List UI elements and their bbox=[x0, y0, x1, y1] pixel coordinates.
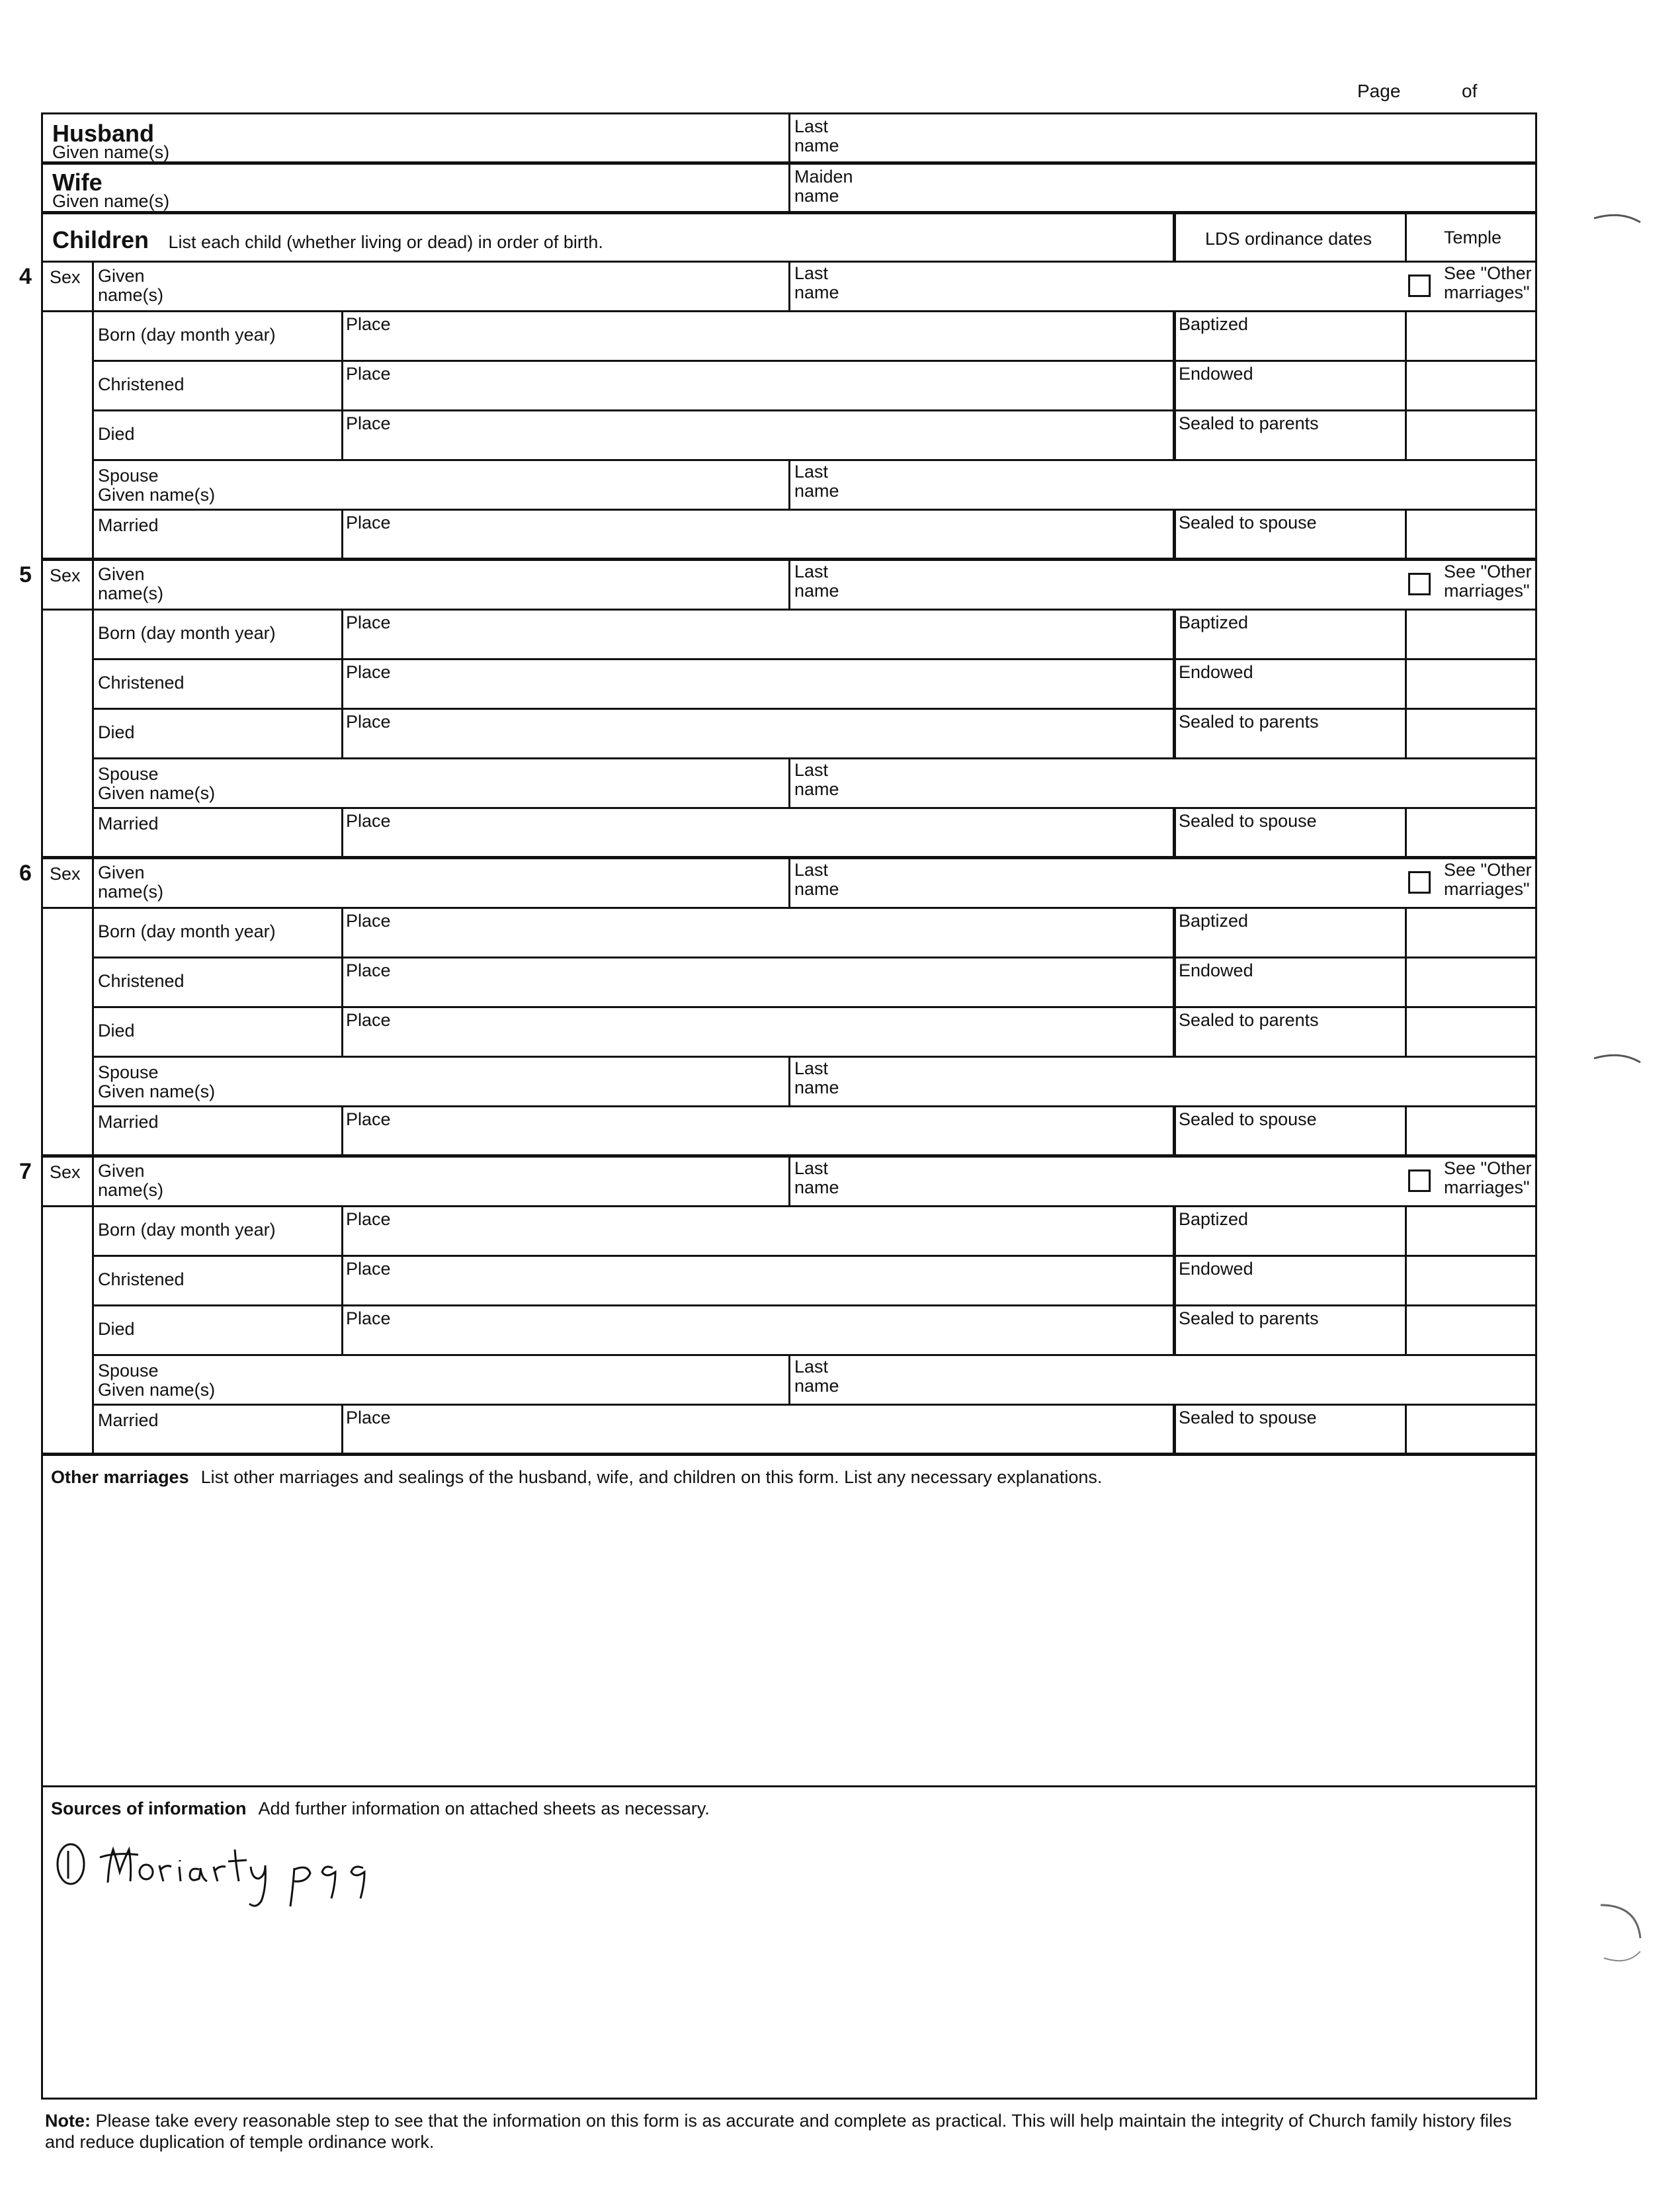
spouse-label-2: Given name(s) bbox=[98, 1380, 216, 1400]
child-sealed-to-parents-date-field[interactable] bbox=[1173, 411, 1405, 459]
sealed-to-spouse-label: Sealed to spouse bbox=[1179, 1109, 1317, 1129]
child-sex-column bbox=[43, 263, 94, 558]
children-heading bbox=[52, 228, 603, 253]
child-spouse-last-field[interactable] bbox=[788, 1356, 1535, 1404]
spouse-label-2: Given name(s) bbox=[98, 783, 216, 803]
child-sealed-to-parents-date-field[interactable] bbox=[1173, 710, 1405, 757]
place-label: Place bbox=[346, 811, 391, 831]
child-spouse-given-field[interactable] bbox=[94, 759, 788, 807]
place-label: Place bbox=[346, 413, 391, 433]
temple-header bbox=[1405, 214, 1535, 261]
child-block bbox=[19, 1158, 1535, 1456]
baptized-label: Baptized bbox=[1179, 1209, 1249, 1229]
lds-ordinance-label: LDS ordinance dates bbox=[1205, 229, 1372, 249]
child-baptized-temple-field[interactable] bbox=[1405, 1207, 1535, 1255]
child-number: 5 bbox=[19, 562, 32, 587]
child-endowed-date-field[interactable] bbox=[1173, 660, 1405, 708]
child-sex-field[interactable] bbox=[43, 859, 92, 909]
child-spouse-last-field[interactable] bbox=[788, 1058, 1535, 1105]
temple-label: Temple bbox=[1444, 228, 1502, 247]
child-spouse-row bbox=[94, 1058, 1535, 1107]
child-born-place-field[interactable] bbox=[341, 312, 1173, 360]
child-christened-date-field[interactable] bbox=[94, 362, 341, 409]
children-instruction: List each child (whether living or dead) in order of birth. bbox=[168, 232, 603, 252]
child-married-place-field[interactable] bbox=[341, 1107, 1173, 1154]
child-sealed-to-spouse-temple-field[interactable] bbox=[1405, 511, 1535, 558]
child-sealed-to-spouse-date-field[interactable] bbox=[1173, 1406, 1405, 1453]
wife-given-label: Given name(s) bbox=[52, 191, 170, 211]
sources-instruction: Add further information on attached sheets as necessary. bbox=[258, 1799, 710, 1818]
child-born-row bbox=[94, 312, 1535, 362]
see-other-label-1: See "Other bbox=[1444, 263, 1532, 283]
given-label-1: Given bbox=[98, 863, 145, 882]
other-marriages-title bbox=[51, 1467, 1102, 1488]
child-sealed-to-parents-temple-field[interactable] bbox=[1405, 710, 1535, 757]
child-born-row bbox=[94, 611, 1535, 660]
child-died-date-field[interactable] bbox=[94, 411, 341, 459]
child-given-name-field[interactable] bbox=[94, 263, 788, 310]
handwritten-source-entry bbox=[48, 1835, 419, 1914]
child-married-date-field[interactable] bbox=[94, 1107, 341, 1154]
married-label: Married bbox=[98, 515, 159, 535]
other-marriages-heading: Other marriages bbox=[51, 1467, 189, 1487]
child-sealed-to-parents-date-field[interactable] bbox=[1173, 1008, 1405, 1056]
child-block bbox=[19, 263, 1535, 561]
christened-label: Christened bbox=[98, 374, 185, 394]
born-label: Born (day month year) bbox=[98, 623, 276, 643]
child-sealed-to-spouse-temple-field[interactable] bbox=[1405, 1107, 1535, 1154]
wife-heading: Wife bbox=[52, 169, 103, 196]
child-born-date-field[interactable] bbox=[94, 1207, 341, 1255]
child-died-place-field[interactable] bbox=[341, 1008, 1173, 1056]
born-label: Born (day month year) bbox=[98, 325, 276, 345]
sealed-to-parents-label: Sealed to parents bbox=[1179, 413, 1319, 433]
spouse-last-label-1: Last bbox=[794, 760, 829, 780]
see-other-label-1: See "Other bbox=[1444, 860, 1532, 880]
last-label-2: name bbox=[794, 282, 839, 302]
child-sealed-to-parents-temple-field[interactable] bbox=[1405, 1008, 1535, 1056]
form-note bbox=[45, 2110, 1513, 2152]
child-christened-row bbox=[94, 958, 1535, 1008]
last-label-2: name bbox=[794, 879, 839, 899]
child-number: 7 bbox=[19, 1159, 32, 1184]
child-endowed-temple-field[interactable] bbox=[1405, 1257, 1535, 1304]
child-block bbox=[19, 859, 1535, 1158]
child-baptized-temple-field[interactable] bbox=[1405, 909, 1535, 957]
page-number-header bbox=[1357, 78, 1490, 105]
last-label-1: Last bbox=[794, 1158, 829, 1178]
child-married-row bbox=[94, 1406, 1535, 1453]
child-spouse-row bbox=[94, 461, 1535, 511]
child-christened-date-field[interactable] bbox=[94, 958, 341, 1006]
husband-given-name-field[interactable] bbox=[43, 114, 788, 161]
child-christened-date-field[interactable] bbox=[94, 1257, 341, 1304]
child-married-row bbox=[94, 511, 1535, 558]
child-sex-field[interactable] bbox=[43, 561, 92, 611]
sealed-to-parents-label: Sealed to parents bbox=[1179, 1308, 1319, 1328]
spouse-last-label-2: name bbox=[794, 779, 839, 799]
last-label-1: Last bbox=[794, 860, 829, 880]
spouse-last-label-2: name bbox=[794, 481, 839, 501]
husband-given-label: Given name(s) bbox=[52, 142, 170, 162]
child-name-row bbox=[94, 1158, 1535, 1207]
child-endowed-temple-field[interactable] bbox=[1405, 958, 1535, 1006]
page-label: Page bbox=[1357, 81, 1401, 101]
child-died-date-field[interactable] bbox=[94, 710, 341, 757]
wife-row bbox=[43, 165, 1535, 214]
child-sealed-to-spouse-date-field[interactable] bbox=[1173, 511, 1405, 558]
sources-title bbox=[51, 1798, 710, 1819]
child-died-row bbox=[94, 710, 1535, 759]
child-given-name-field[interactable] bbox=[94, 561, 788, 609]
spouse-label-1: Spouse bbox=[98, 1361, 159, 1381]
child-spouse-last-field[interactable] bbox=[788, 759, 1535, 807]
christened-label: Christened bbox=[98, 971, 185, 991]
see-other-marriages-checkbox[interactable] bbox=[1408, 573, 1431, 595]
child-christened-place-field[interactable] bbox=[341, 660, 1173, 708]
family-group-form bbox=[19, 112, 1537, 2100]
child-sealed-to-spouse-temple-field[interactable] bbox=[1405, 809, 1535, 856]
last-label-2: name bbox=[794, 1177, 839, 1197]
child-christened-row bbox=[94, 660, 1535, 710]
other-marriages-section[interactable] bbox=[43, 1456, 1535, 1787]
children-header-row bbox=[43, 214, 1535, 263]
child-born-date-field[interactable] bbox=[94, 909, 341, 957]
place-label: Place bbox=[346, 662, 391, 682]
wife-maiden-label-1: Maiden bbox=[794, 167, 853, 187]
child-name-row bbox=[94, 859, 1535, 909]
spouse-last-label-2: name bbox=[794, 1078, 839, 1097]
child-died-row bbox=[94, 411, 1535, 461]
child-baptized-date-field[interactable] bbox=[1173, 1207, 1405, 1255]
child-block bbox=[19, 561, 1535, 859]
see-other-marriages-checkbox[interactable] bbox=[1408, 1170, 1431, 1192]
spouse-label-1: Spouse bbox=[98, 466, 159, 486]
child-sealed-to-parents-temple-field[interactable] bbox=[1405, 1306, 1535, 1354]
born-label: Born (day month year) bbox=[98, 921, 276, 941]
endowed-label: Endowed bbox=[1179, 364, 1253, 384]
spouse-last-label-1: Last bbox=[794, 1357, 829, 1377]
see-other-label-2: marriages" bbox=[1444, 879, 1530, 899]
child-given-name-field[interactable] bbox=[94, 859, 788, 907]
child-spouse-given-field[interactable] bbox=[94, 1058, 788, 1105]
christened-label: Christened bbox=[98, 673, 185, 693]
sealed-to-spouse-label: Sealed to spouse bbox=[1179, 1408, 1317, 1427]
child-name-row bbox=[94, 561, 1535, 611]
child-married-place-field[interactable] bbox=[341, 1406, 1173, 1453]
spouse-label-2: Given name(s) bbox=[98, 1082, 216, 1101]
child-baptized-date-field[interactable] bbox=[1173, 909, 1405, 957]
child-died-date-field[interactable] bbox=[94, 1306, 341, 1354]
child-sex-column bbox=[43, 561, 94, 856]
child-married-row bbox=[94, 1107, 1535, 1154]
child-endowed-date-field[interactable] bbox=[1173, 1257, 1405, 1304]
spouse-label-1: Spouse bbox=[98, 1062, 159, 1082]
lds-ordinance-header bbox=[1173, 214, 1405, 261]
child-died-place-field[interactable] bbox=[341, 1306, 1173, 1354]
given-label-2: name(s) bbox=[98, 882, 164, 902]
baptized-label: Baptized bbox=[1179, 911, 1249, 931]
child-endowed-temple-field[interactable] bbox=[1405, 362, 1535, 409]
child-died-date-field[interactable] bbox=[94, 1008, 341, 1056]
baptized-label: Baptized bbox=[1179, 613, 1249, 632]
child-baptized-temple-field[interactable] bbox=[1405, 611, 1535, 658]
child-baptized-temple-field[interactable] bbox=[1405, 312, 1535, 360]
died-label: Died bbox=[98, 1021, 135, 1041]
binder-hole-marks bbox=[1574, 198, 1673, 1984]
child-christened-place-field[interactable] bbox=[341, 362, 1173, 409]
sealed-to-parents-label: Sealed to parents bbox=[1179, 712, 1319, 732]
child-born-row bbox=[94, 909, 1535, 958]
spouse-label-2: Given name(s) bbox=[98, 485, 216, 505]
endowed-label: Endowed bbox=[1179, 662, 1253, 682]
married-label: Married bbox=[98, 814, 159, 833]
child-spouse-given-field[interactable] bbox=[94, 1356, 788, 1404]
place-label: Place bbox=[346, 1109, 391, 1129]
child-born-date-field[interactable] bbox=[94, 312, 341, 360]
handwritten-source-text bbox=[48, 1835, 49, 1836]
child-christened-place-field[interactable] bbox=[341, 1257, 1173, 1304]
place-label: Place bbox=[346, 364, 391, 384]
child-born-place-field[interactable] bbox=[341, 909, 1173, 957]
child-born-row bbox=[94, 1207, 1535, 1257]
baptized-label: Baptized bbox=[1179, 314, 1249, 334]
sealed-to-spouse-label: Sealed to spouse bbox=[1179, 811, 1317, 831]
child-sex-field[interactable] bbox=[43, 263, 92, 312]
child-last-name-field[interactable] bbox=[788, 1158, 1535, 1205]
place-label: Place bbox=[346, 712, 391, 732]
wife-maiden-label-2: name bbox=[794, 186, 839, 206]
given-label-1: Given bbox=[98, 564, 145, 584]
place-label: Place bbox=[346, 314, 391, 334]
spouse-last-label-1: Last bbox=[794, 462, 829, 482]
child-sealed-to-parents-date-field[interactable] bbox=[1173, 1306, 1405, 1354]
child-spouse-last-field[interactable] bbox=[788, 461, 1535, 509]
married-label: Married bbox=[98, 1410, 159, 1430]
place-label: Place bbox=[346, 1308, 391, 1328]
child-endowed-date-field[interactable] bbox=[1173, 958, 1405, 1006]
husband-last-label-1: Last bbox=[794, 116, 829, 136]
given-label-1: Given bbox=[98, 1161, 145, 1181]
endowed-label: Endowed bbox=[1179, 960, 1253, 980]
born-label: Born (day month year) bbox=[98, 1220, 276, 1240]
given-label-1: Given bbox=[98, 266, 145, 286]
died-label: Died bbox=[98, 424, 135, 444]
see-other-marriages-checkbox[interactable] bbox=[1408, 871, 1431, 894]
child-spouse-row bbox=[94, 759, 1535, 809]
see-other-label-1: See "Other bbox=[1444, 562, 1532, 581]
child-sex-column bbox=[43, 1158, 94, 1453]
child-endowed-temple-field[interactable] bbox=[1405, 660, 1535, 708]
sources-section[interactable] bbox=[43, 1787, 1535, 2102]
of-label: of bbox=[1462, 81, 1478, 101]
see-other-label-2: marriages" bbox=[1444, 1177, 1530, 1197]
child-last-name-field[interactable] bbox=[788, 859, 1535, 907]
place-label: Place bbox=[346, 1209, 391, 1229]
child-married-place-field[interactable] bbox=[341, 809, 1173, 856]
child-sealed-to-spouse-date-field[interactable] bbox=[1173, 1107, 1405, 1154]
child-sex-column bbox=[43, 859, 94, 1154]
child-married-date-field[interactable] bbox=[94, 511, 341, 558]
see-other-label-1: See "Other bbox=[1444, 1158, 1532, 1178]
last-label-2: name bbox=[794, 581, 839, 601]
child-christened-row bbox=[94, 362, 1535, 411]
children-heading-text: Children bbox=[52, 226, 149, 253]
child-christened-row bbox=[94, 1257, 1535, 1306]
see-other-label-2: marriages" bbox=[1444, 282, 1530, 302]
child-married-date-field[interactable] bbox=[94, 809, 341, 856]
note-text: Please take every reasonable step to see that the information on this form is as accurate and complete as practical. This will help maintain the integrity of Church family history files and reduce duplication of temple ordinance work. bbox=[45, 2111, 1512, 2152]
place-label: Place bbox=[346, 1259, 391, 1279]
child-baptized-date-field[interactable] bbox=[1173, 611, 1405, 658]
husband-last-name-field[interactable] bbox=[788, 114, 1535, 161]
child-sex-field[interactable] bbox=[43, 1158, 92, 1207]
child-last-name-field[interactable] bbox=[788, 263, 1535, 310]
child-died-place-field[interactable] bbox=[341, 411, 1173, 459]
child-died-row bbox=[94, 1306, 1535, 1356]
child-sealed-to-spouse-date-field[interactable] bbox=[1173, 809, 1405, 856]
place-label: Place bbox=[346, 1010, 391, 1030]
sealed-to-spouse-label: Sealed to spouse bbox=[1179, 513, 1317, 532]
child-last-name-field[interactable] bbox=[788, 561, 1535, 609]
christened-label: Christened bbox=[98, 1269, 185, 1289]
place-label: Place bbox=[346, 960, 391, 980]
married-label: Married bbox=[98, 1112, 159, 1132]
child-given-name-field[interactable] bbox=[94, 1158, 788, 1205]
sealed-to-parents-label: Sealed to parents bbox=[1179, 1010, 1319, 1030]
child-spouse-row bbox=[94, 1356, 1535, 1406]
wife-maiden-name-field[interactable] bbox=[788, 165, 1535, 211]
last-label-1: Last bbox=[794, 562, 829, 581]
see-other-label-2: marriages" bbox=[1444, 581, 1530, 601]
child-born-place-field[interactable] bbox=[341, 611, 1173, 658]
given-label-2: name(s) bbox=[98, 583, 164, 603]
child-married-date-field[interactable] bbox=[94, 1406, 341, 1453]
child-born-place-field[interactable] bbox=[341, 1207, 1173, 1255]
child-died-place-field[interactable] bbox=[341, 710, 1173, 757]
child-number: 6 bbox=[19, 861, 32, 886]
child-sealed-to-spouse-temple-field[interactable] bbox=[1405, 1406, 1535, 1453]
spouse-label-1: Spouse bbox=[98, 764, 159, 784]
given-label-2: name(s) bbox=[98, 285, 164, 305]
place-label: Place bbox=[346, 513, 391, 532]
place-label: Place bbox=[346, 911, 391, 931]
child-spouse-given-field[interactable] bbox=[94, 461, 788, 509]
sex-label: Sex bbox=[50, 267, 81, 287]
note-label: Note: bbox=[45, 2111, 91, 2131]
husband-heading: Husband bbox=[52, 120, 155, 147]
child-married-place-field[interactable] bbox=[341, 511, 1173, 558]
child-name-row bbox=[94, 263, 1535, 312]
child-christened-date-field[interactable] bbox=[94, 660, 341, 708]
child-baptized-date-field[interactable] bbox=[1173, 312, 1405, 360]
place-label: Place bbox=[346, 613, 391, 632]
sex-label: Sex bbox=[50, 1162, 81, 1182]
place-label: Place bbox=[346, 1408, 391, 1427]
child-number: 4 bbox=[19, 264, 32, 289]
child-died-row bbox=[94, 1008, 1535, 1058]
husband-last-label-2: name bbox=[794, 136, 839, 155]
sources-heading: Sources of information bbox=[51, 1799, 247, 1818]
child-married-row bbox=[94, 809, 1535, 856]
endowed-label: Endowed bbox=[1179, 1259, 1253, 1279]
child-endowed-date-field[interactable] bbox=[1173, 362, 1405, 409]
other-marriages-instruction: List other marriages and sealings of the husband, wife, and children on this form. List any necessary explanations. bbox=[200, 1467, 1103, 1487]
husband-row bbox=[43, 114, 1535, 165]
wife-given-name-field[interactable] bbox=[43, 165, 788, 211]
see-other-marriages-checkbox[interactable] bbox=[1408, 275, 1431, 297]
child-christened-place-field[interactable] bbox=[341, 958, 1173, 1006]
died-label: Died bbox=[98, 722, 135, 742]
sex-label: Sex bbox=[50, 864, 81, 884]
sex-label: Sex bbox=[50, 566, 81, 585]
last-label-1: Last bbox=[794, 263, 829, 283]
child-born-date-field[interactable] bbox=[94, 611, 341, 658]
spouse-last-label-2: name bbox=[794, 1376, 839, 1396]
given-label-2: name(s) bbox=[98, 1180, 164, 1200]
child-sealed-to-parents-temple-field[interactable] bbox=[1405, 411, 1535, 459]
died-label: Died bbox=[98, 1319, 135, 1339]
spouse-last-label-1: Last bbox=[794, 1058, 829, 1078]
